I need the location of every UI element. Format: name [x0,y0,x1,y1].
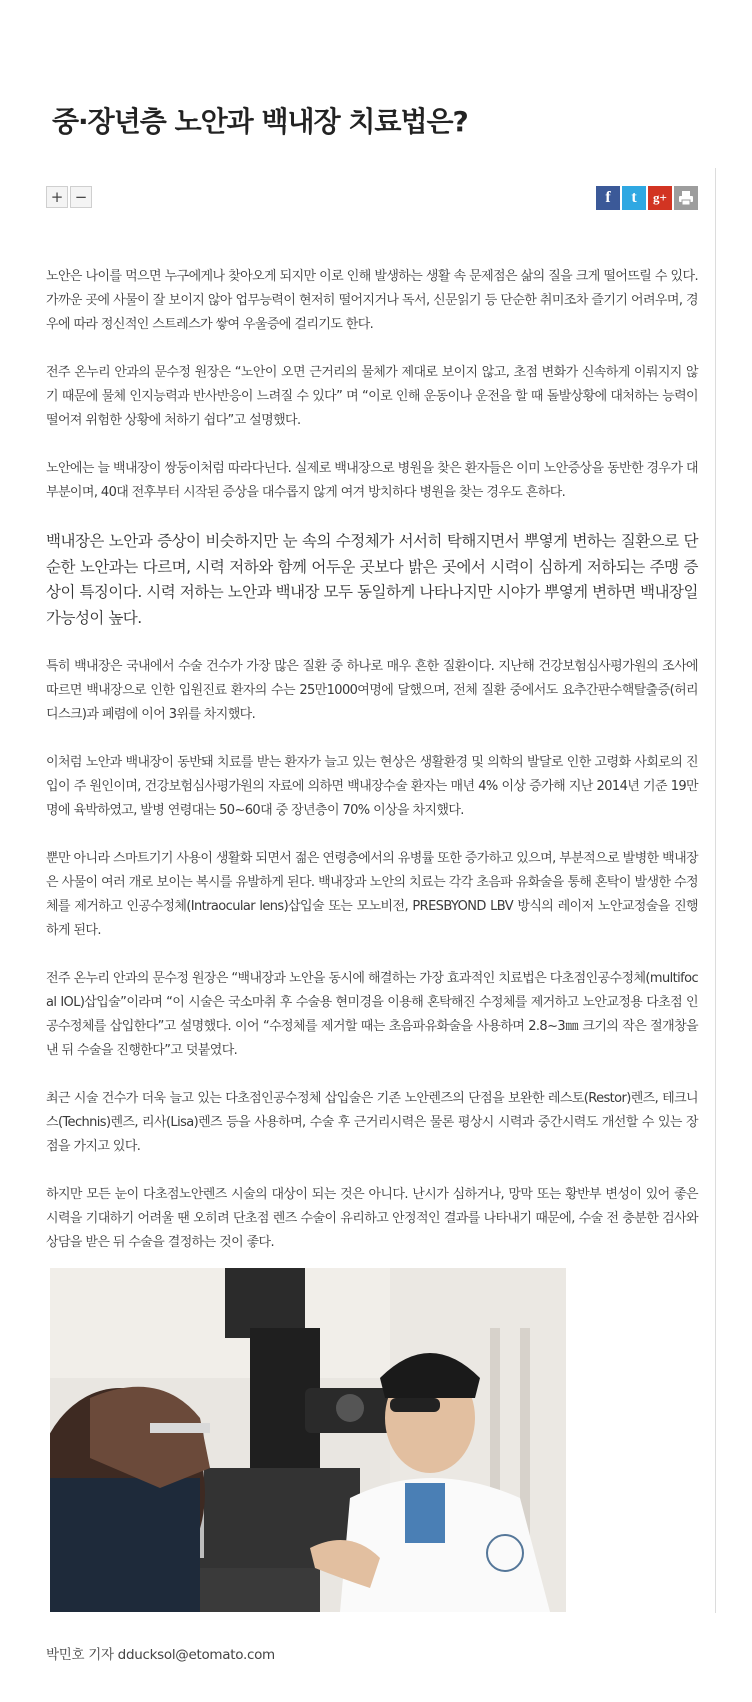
print-icon [677,189,695,207]
article-body [46,265,698,1279]
eye-exam-photo [50,1268,566,1612]
font-size-controls [46,186,92,208]
twitter-share-button[interactable] [622,186,646,210]
facebook-icon: f [605,189,611,206]
print-button[interactable] [674,186,698,210]
facebook-share-button[interactable] [596,186,620,210]
article-title: 중·장년층 노안과 백내장 치료법은? [52,105,468,138]
font-increase-button[interactable]: + [46,186,68,208]
googleplus-share-button[interactable] [648,186,672,210]
paragraph: 특히 백내장은 국내에서 수술 건수가 가장 많은 질환 중 하나로 매우 흔한 질환이다. 지난해 건강보험심사평가원의 조사에 따르면 백내장으로 인한 입원진료 환자의 수는 25만1000여명에 달했으며, 전체 질환 중에서도 요추간판수핵탈출증(허리디스크)과 폐렴에 이어 3위를 차지했다. [46,659,698,722]
paragraph: 최근 시술 건수가 더욱 늘고 있는 다초점인공수정체 삽입술은 기존 노안렌즈의 단점을 보완한 레스토(Restor)렌즈, 테크니스(Technis)렌즈, 리사(Lisa)렌즈 등을 사용하며, 수술 후 근거리시력은 물론 평상시 시력과 중간시력도 개선할 수 있는 장점을 가지고 있다. [46,1091,698,1154]
paragraph: 노안에는 늘 백내장이 쌍둥이처럼 따라다닌다. 실제로 백내장으로 병원을 찾은 환자들은 이미 노안증상을 동반한 경우가 대부분이며, 40대 전후부터 시작된 증상을 대수롭지 않게 여겨 방치하다 병원을 찾는 경우도 흔하다. [46,461,698,500]
article-byline: 박민호 기자 dducksol@etomato.com [46,1647,275,1663]
article-photo [50,1268,566,1612]
paragraph: 노안은 나이를 먹으면 누구에게나 찾아오게 되지만 이로 인해 발생하는 생활 속 문제점은 삶의 질을 크게 떨어뜨릴 수 있다. 가까운 곳에 사물이 잘 보이지 않아 업무능력이 현저히 떨어지거나 독서, 신문읽기 등 단순한 취미조차 즐기기 어려우며, 경우에 따라 정신적인 스트레스가 쌓여 우울증에 걸리기도 한다. [46,269,698,332]
paragraph: 하지만 모든 눈이 다초점노안렌즈 시술의 대상이 되는 것은 아니다. 난시가 심하거나, 망막 또는 황반부 변성이 있어 좋은 시력을 기대하기 어려울 땐 오히려 단초점 렌즈 수술이 유리하고 안정적인 결과를 나타내기 때문에, 수술 전 충분한 검사와 상담을 받은 뒤 수술을 결정하는 것이 좋다. [46,1187,698,1250]
googleplus-icon: g+ [653,190,667,205]
right-divider [715,168,716,1613]
paragraph: 이처럼 노안과 백내장이 동반돼 치료를 받는 환자가 늘고 있는 현상은 생활환경 및 의학의 발달로 인한 고령화 사회로의 진입이 주 원인이며, 건강보험심사평가원의 자료에 의하면 백내장수술 환자는 매년 4% 이상 증가해 지난 2014년 기준 19만명에 육박하였고, 발병 연령대는 50~60대 중 장년층이 70% 이상을 차지했다. [46,755,698,818]
paragraph: 전주 온누리 안과의 문수정 원장은 “노안이 오면 근거리의 물체가 제대로 보이지 않고, 초점 변화가 신속하게 이뤄지지 않기 때문에 물체 인지능력과 반사반응이 느려질 수 있다” 며 “이로 인해 운동이나 운전을 할 때 돌발상황에 대처하는 능력이 떨어져 위험한 상황에 처하기 쉽다”고 설명했다. [46,365,698,428]
paragraph: 백내장은 노안과 증상이 비슷하지만 눈 속의 수정체가 서서히 탁해지면서 뿌옇게 변하는 질환으로 단순한 노안과는 다르며, 시력 저하와 함께 어두운 곳보다 밝은 곳에서 시력이 심하게 저하되는 주맹 증상이 특징이다. 시력 저하는 노안과 백내장 모두 동일하게 나타나지만 시야가 뿌옇게 변하면 백내장일 가능성이 높다. [46,532,698,627]
share-bar [596,186,698,210]
font-decrease-button[interactable]: − [70,186,92,208]
paragraph: 전주 온누리 안과의 문수정 원장은 “백내장과 노안을 동시에 해결하는 가장 효과적인 치료법은 다초점인공수정체(multifocal IOL)삽입술”이라며 “이 시술은 국소마취 후 수술용 현미경을 이용해 혼탁해진 수정체를 제거하고 노안교정용 다초점 인공수정체를 삽입한다”고 설명했다. 이어 “수정체를 제거할 때는 초음파유화술을 사용하며 2.8~3㎜ 크기의 작은 절개창을 낸 뒤 수술을 진행한다”고 덧붙였다. [46,971,698,1058]
twitter-icon: t [631,189,637,206]
paragraph: 뿐만 아니라 스마트기기 사용이 생활화 되면서 젊은 연령층에서의 유병률 또한 증가하고 있으며, 부분적으로 발병한 백내장은 사물이 여러 개로 보이는 복시를 유발하게 된다. 백내장과 노안의 치료는 각각 초음파 유화술을 통해 혼탁이 발생한 수정체를 제거하고 인공수정체(Intraocular lens)삽입술 또는 모노비전, PRESBYOND LBV 방식의 레이저 노안교정술을 진행하게 된다. [46,851,698,938]
